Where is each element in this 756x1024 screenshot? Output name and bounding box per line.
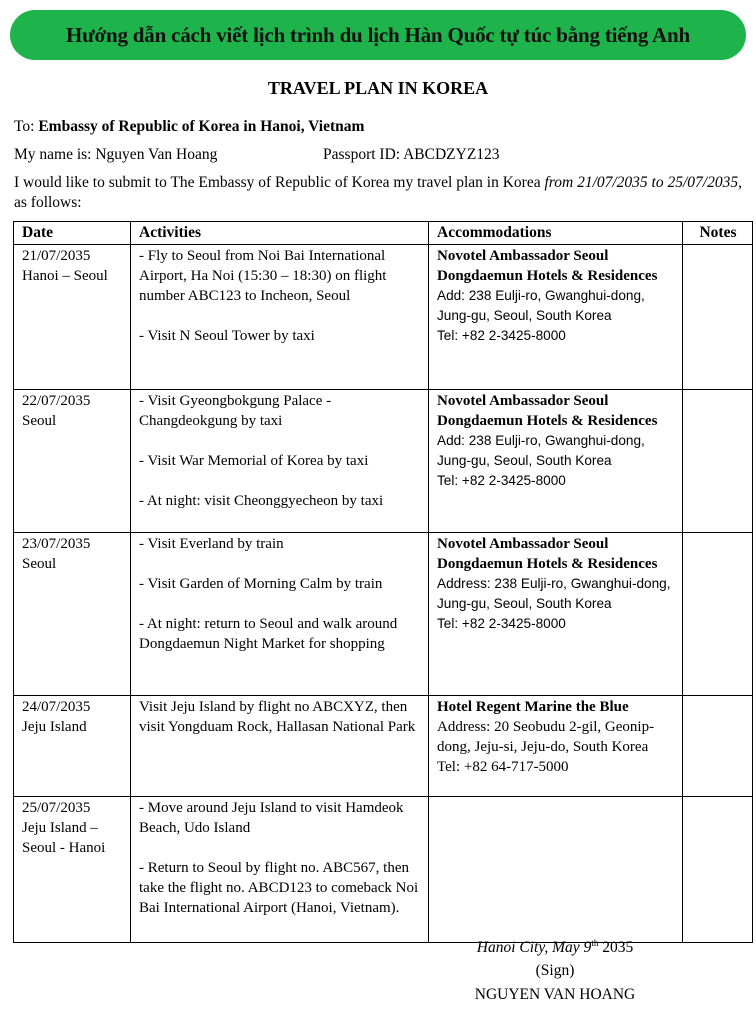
notes-cell xyxy=(683,390,753,533)
signature-place-date xyxy=(440,938,670,957)
document-title: TRAVEL PLAN IN KOREA xyxy=(267,78,489,98)
signature-year: 2035 xyxy=(598,939,634,957)
table-row xyxy=(14,797,753,943)
row-place: Jeju Island xyxy=(22,719,87,735)
header-accommodations: Accommodations xyxy=(429,222,683,245)
activity-item: Visit Jeju Island by flight no ABCXYZ, then visit Yongduam Rock, Hallasan National Park xyxy=(139,699,416,735)
accommodation-cell xyxy=(429,696,683,797)
signature-mark: (Sign) xyxy=(535,962,575,979)
row-place: Jeju Island – Seoul - Hanoi xyxy=(22,820,106,856)
activity-item: - Return to Seoul by flight no. ABC567, then take the flight no. ABCD123 to comeback Noi Bai International Airport (Hanoi, Vietnam). xyxy=(139,860,419,916)
header-notes: Notes xyxy=(683,222,753,245)
recipient-line xyxy=(14,118,364,136)
passport-id: Passport ID: ABCDZYZ123 xyxy=(323,146,500,163)
accommodation-cell xyxy=(429,797,683,943)
intro-text: I would like to submit to The Embassy of Republic of Korea my travel plan in Korea xyxy=(14,174,545,191)
table-row xyxy=(14,245,753,390)
hotel-address: Address: 238 Eulji-ro, Gwanghui-dong, Jung-gu, Seoul, South Korea xyxy=(437,576,671,611)
activities-cell xyxy=(131,245,429,390)
hotel-phone: Tel: +82 64-717-5000 xyxy=(437,759,569,775)
hotel-phone: Tel: +82 2-3425-8000 xyxy=(437,473,566,488)
accommodation-cell xyxy=(429,533,683,696)
row-date: 21/07/2035 xyxy=(22,248,91,264)
intro-end: , as follows: xyxy=(14,174,742,211)
row-place: Seoul xyxy=(22,413,57,429)
row-date: 24/07/2035 xyxy=(22,699,91,715)
row-date: 25/07/2035 xyxy=(22,800,91,816)
hotel-name: Novotel Ambassador Seoul Dongdaemun Hotels & Residences xyxy=(437,536,658,572)
hotel-address: Add: 238 Eulji-ro, Gwanghui-dong, Jung-gu, Seoul, South Korea xyxy=(437,288,645,323)
activity-item: - At night: return to Seoul and walk around Dongdaemun Night Market for shopping xyxy=(139,616,398,652)
header-banner xyxy=(10,10,746,60)
row-date: 22/07/2035 xyxy=(22,393,91,409)
table-row xyxy=(14,696,753,797)
notes-cell xyxy=(683,696,753,797)
notes-cell xyxy=(683,533,753,696)
row-place: Hanoi – Seoul xyxy=(22,268,108,284)
activities-cell xyxy=(131,390,429,533)
table-row xyxy=(14,390,753,533)
date-cell xyxy=(14,696,131,797)
table-row xyxy=(14,533,753,696)
date-cell xyxy=(14,797,131,943)
hotel-phone: Tel: +82 2-3425-8000 xyxy=(437,616,566,631)
activity-item: - Visit Gyeongbokgung Palace - Changdeokgung by taxi xyxy=(139,393,332,429)
date-cell xyxy=(14,390,131,533)
signature-day-suffix: th xyxy=(591,938,599,948)
header-activities: Activities xyxy=(131,222,429,245)
recipient-value: Embassy of Republic of Korea in Hanoi, Vietnam xyxy=(38,118,365,135)
notes-cell xyxy=(683,797,753,943)
applicant-name: My name is: Nguyen Van Hoang xyxy=(14,146,218,163)
row-place: Seoul xyxy=(22,556,57,572)
accommodation-cell xyxy=(429,245,683,390)
header-date: Date xyxy=(14,222,131,245)
hotel-phone: Tel: +82 2-3425-8000 xyxy=(437,328,566,343)
travel-plan-table xyxy=(13,221,753,943)
hotel-address: Address: 20 Seobudu 2-gil, Geonip-dong, Jeju-si, Jeju-do, South Korea xyxy=(437,719,655,755)
activity-item: - Visit War Memorial of Korea by taxi xyxy=(139,453,369,469)
hotel-address: Add: 238 Eulji-ro, Gwanghui-dong, Jung-gu, Seoul, South Korea xyxy=(437,433,645,468)
activities-cell xyxy=(131,696,429,797)
accommodation-cell xyxy=(429,390,683,533)
table-header-row xyxy=(14,222,753,245)
activity-item: - At night: visit Cheonggyecheon by taxi xyxy=(139,493,384,509)
activity-item: - Visit Everland by train xyxy=(139,536,284,552)
recipient-label: To: xyxy=(14,118,39,135)
activities-cell xyxy=(131,797,429,943)
hotel-name: Novotel Ambassador Seoul Dongdaemun Hotels & Residences xyxy=(437,393,658,429)
signature-name: NGUYEN VAN HOANG xyxy=(474,986,636,1003)
row-date: 23/07/2035 xyxy=(22,536,91,552)
activities-cell xyxy=(131,533,429,696)
notes-cell xyxy=(683,245,753,390)
activity-item: - Visit N Seoul Tower by taxi xyxy=(139,328,315,344)
activity-item: - Visit Garden of Morning Calm by train xyxy=(139,576,383,592)
intro-paragraph xyxy=(14,173,744,213)
date-cell xyxy=(14,533,131,696)
activity-item: - Fly to Seoul from Noi Bai International Airport, Ha Noi (15:30 – 18:30) on flight number ABC123 to Incheon, Seoul xyxy=(139,248,387,304)
signature-place: Hanoi City, May 9 xyxy=(476,939,592,957)
date-cell xyxy=(14,245,131,390)
hotel-name: Novotel Ambassador Seoul Dongdaemun Hotels & Residences xyxy=(437,248,658,284)
activity-item: - Move around Jeju Island to visit Hamdeok Beach, Udo Island xyxy=(139,800,404,836)
hotel-name: Hotel Regent Marine the Blue xyxy=(437,699,629,715)
banner-title: Hướng dẫn cách viết lịch trình du lịch Hàn Quốc tự túc bằng tiếng Anh xyxy=(66,22,690,47)
intro-dates: from 21/07/2035 to 25/07/2035 xyxy=(544,174,739,191)
